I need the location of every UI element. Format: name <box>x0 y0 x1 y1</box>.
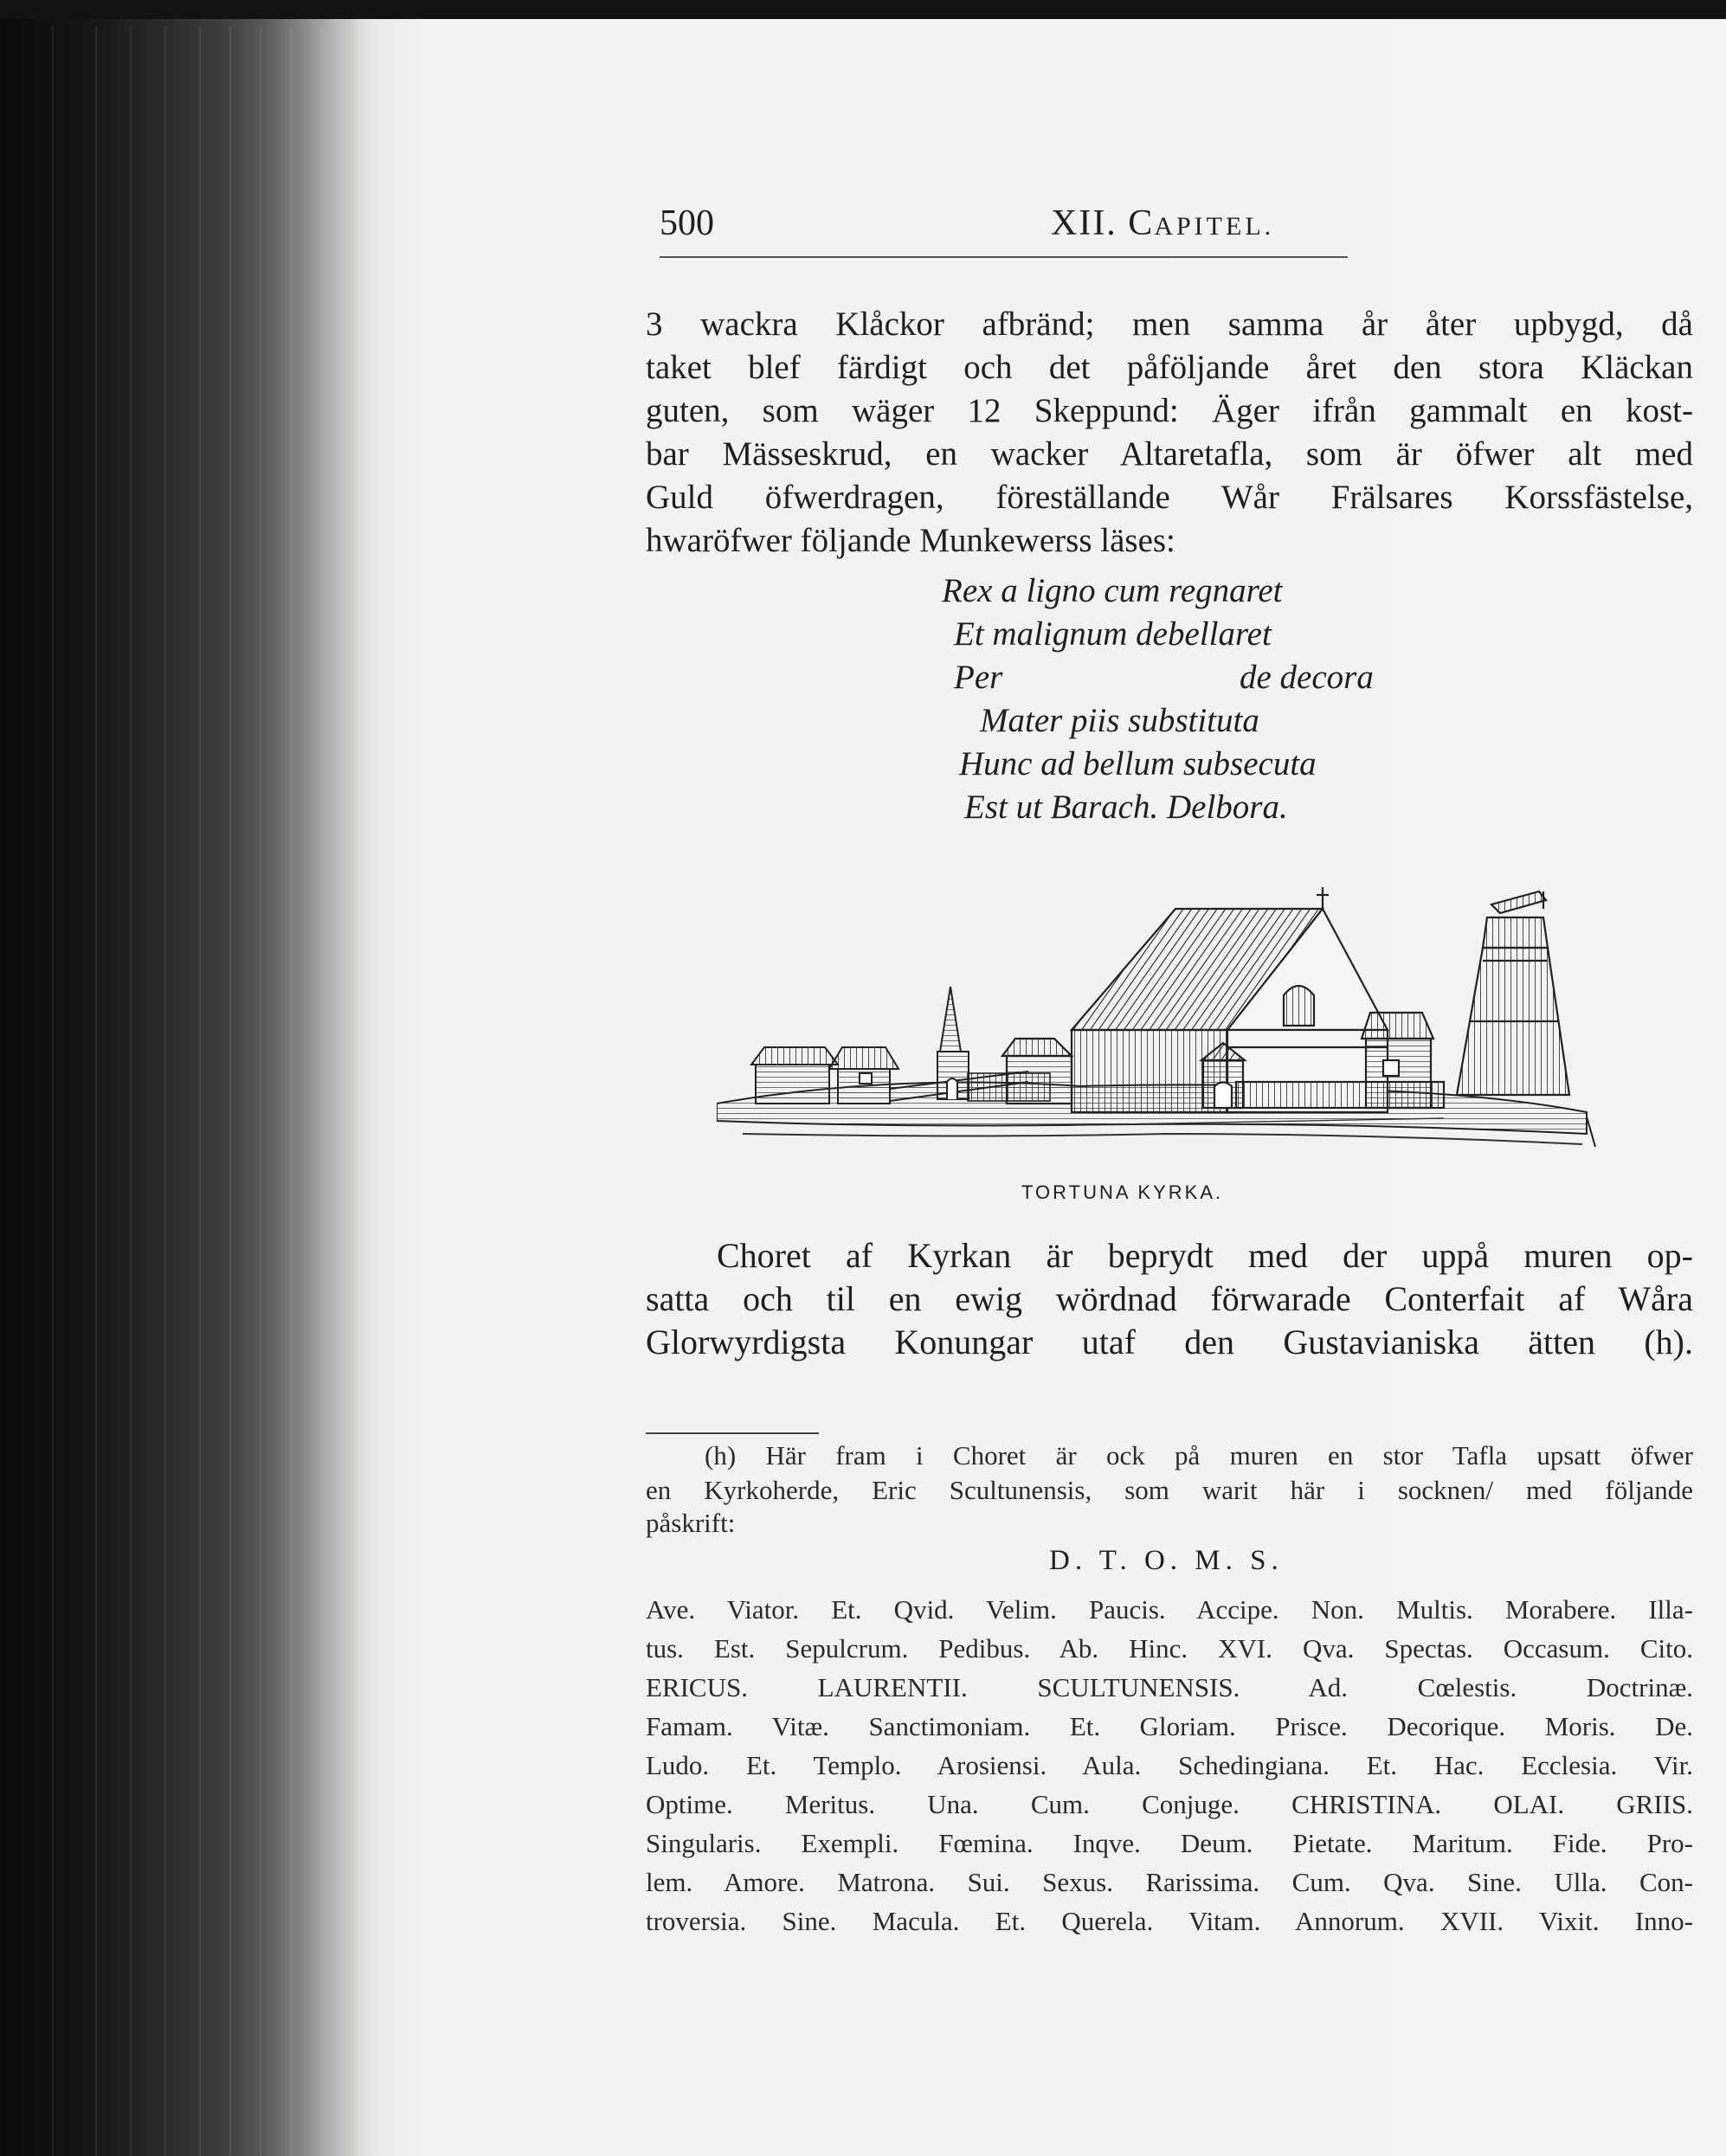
paragraph1-line: bar Mässeskrud, en wacker Altaretafla, som är öfwer alt med <box>646 435 1693 473</box>
inscription-line: ERICUS. LAURENTII. SCULTUNENSIS. Ad. Cœlestis. Doctrinæ. <box>646 1672 1693 1702</box>
verse-line: Per <box>954 659 1003 696</box>
paragraph1-line: Guld öfwerdragen, föreställande Wår Frälsares Korssfästelse, <box>646 479 1693 516</box>
inscription-line: Famam. Vitæ. Sanctimoniam. Et. Gloriam. Prisce. Decorique. Moris. De. <box>646 1711 1693 1741</box>
verse-line: Rex a ligno cum regnaret <box>942 572 1283 609</box>
footnote-line: en Kyrkoherde, Eric Scultunensis, som warit här i socknen/ med följande <box>646 1475 1693 1505</box>
inscription-line: Ave. Viator. Et. Qvid. Velim. Paucis. Accipe. Non. Multis. Morabere. Illa- <box>646 1594 1693 1625</box>
paragraph1-line: 3 wackra Klåckor afbränd; men samma år åter upbygd, då <box>646 306 1693 343</box>
illustration-caption: TORTUNA KYRKA. <box>1021 1181 1224 1203</box>
paragraph2-line: satta och til en ewig wördnad förwarade Conterfait af Wåra <box>646 1279 1693 1318</box>
book-page-edges <box>0 0 364 2156</box>
chapter-title: XII. CAPITEL. <box>1051 203 1275 243</box>
page-number: 500 <box>660 203 714 243</box>
paragraph2-line: Glorwyrdigsta Konungar utaf den Gustavianiska ätten (h). <box>646 1323 1693 1361</box>
dedication: D. T. O. M. S. <box>1049 1545 1284 1576</box>
running-head <box>660 201 1348 258</box>
inscription-line: lem. Amore. Matrona. Sui. Sexus. Rarissima. Cum. Qva. Sine. Ulla. Con- <box>646 1867 1693 1897</box>
footnote-line: (h) Här fram i Choret är ock på muren en stor Tafla upsatt öfwer <box>705 1440 1693 1471</box>
verse-line: Mater piis substituta <box>980 702 1259 739</box>
footnote-rule <box>646 1432 819 1434</box>
verse-line: de decora <box>1240 659 1374 696</box>
inscription-line: tus. Est. Sepulcrum. Pedibus. Ab. Hinc. XVI. Qva. Spectas. Occasum. Cito. <box>646 1633 1693 1664</box>
church-illustration <box>717 874 1600 1160</box>
paragraph2-line: Choret af Kyrkan är beprydt med der uppå muren op- <box>717 1236 1693 1275</box>
footnote-line: påskrift: <box>646 1508 736 1538</box>
inscription-line: Ludo. Et. Templo. Arosiensi. Aula. Schedingiana. Et. Hac. Ecclesia. Vir. <box>646 1750 1693 1780</box>
inscription-line: troversia. Sine. Macula. Et. Querela. Vitam. Annorum. XVII. Vixit. Inno- <box>646 1906 1693 1936</box>
verse-line: Est ut Barach. Delbora. <box>964 788 1288 826</box>
paragraph1-line: guten, som wäger 12 Skeppund: Äger ifrån gammalt en kost- <box>646 392 1693 429</box>
top-dark-band <box>0 0 1726 19</box>
paragraph1-line: hwaröfwer följande Munkewerss läses: <box>646 522 1175 559</box>
inscription-line: Singularis. Exempli. Fœmina. Inqve. Deum. Pietate. Maritum. Fide. Pro- <box>646 1828 1693 1858</box>
paragraph1-line: taket blef färdigt och det påföljande året den stora Kläckan <box>646 349 1693 386</box>
verse-line: Et malignum debellaret <box>954 615 1272 653</box>
verse-line: Hunc ad bellum subsecuta <box>959 745 1317 782</box>
inscription-line: Optime. Meritus. Una. Cum. Conjuge. CHRISTINA. OLAI. GRIIS. <box>646 1789 1693 1819</box>
